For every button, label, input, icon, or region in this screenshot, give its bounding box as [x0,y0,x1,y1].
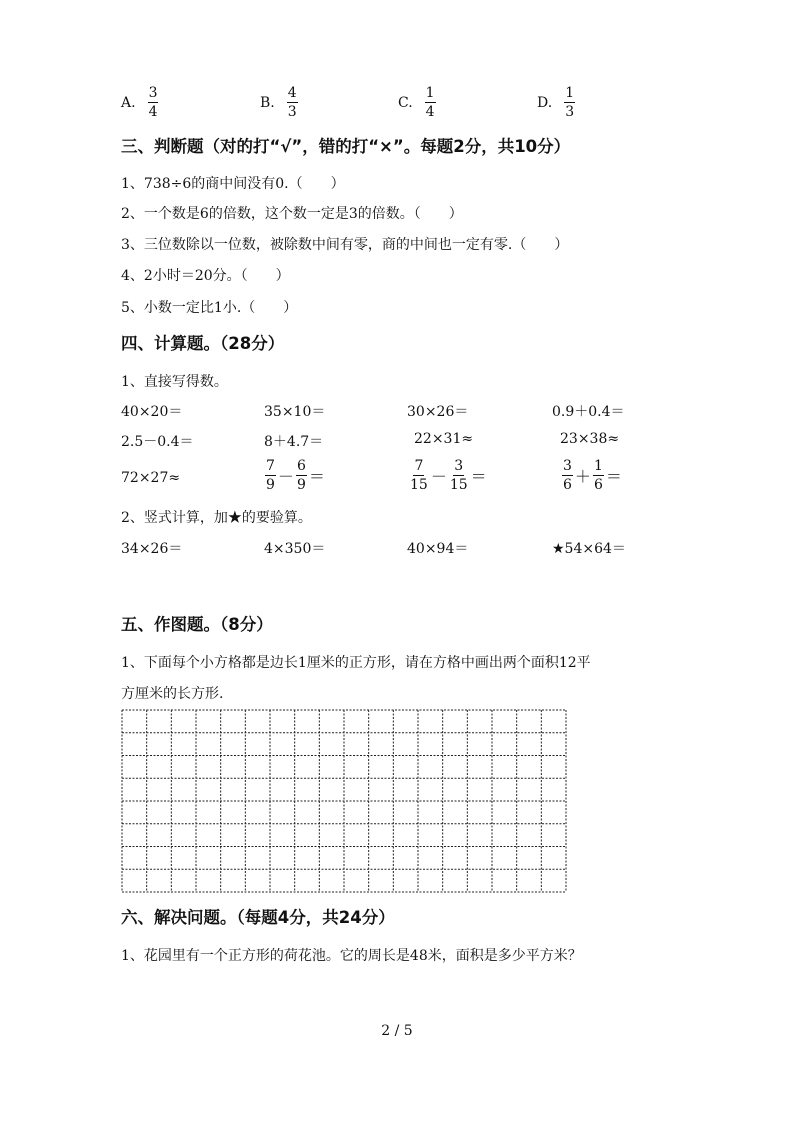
equals: ＝ [308,467,325,486]
numerator: 1 [593,458,603,474]
denominator: 9 [266,477,275,493]
choice-d [537,86,575,119]
choice-label: D. [537,94,553,111]
section-5-title: 五、作图题。（8分） [121,615,273,634]
judge-item-5: 5、小数一定比1小.（ ） [121,300,298,316]
denominator: 3 [565,104,575,120]
denominator: 15 [449,477,468,493]
choice-label: A. [121,94,136,111]
calc-item: 34×26＝ [121,541,183,557]
choice-fraction [148,86,159,119]
numerator: 3 [148,85,158,101]
calc-item: ★54×64＝ [552,541,626,557]
draw-question-line-1: 1、下面每个小方格都是边长1厘米的正方形，请在方格中画出两个面积12平 [121,655,591,671]
calc-item: 72×27≈ [121,470,181,486]
denominator: 3 [287,104,297,120]
judge-item-4: 4、2小时＝20分。（ ） [121,268,290,284]
fraction-expression-1 [265,459,327,492]
choice-a [121,86,158,119]
section-4-title: 四、计算题。（28分） [121,334,285,353]
numerator: 3 [563,458,572,474]
numerator: 1 [565,85,575,101]
numerator: 7 [266,458,275,474]
equals: ＝ [470,467,487,486]
section-3-title: 三、判断题（对的打“√”，错的打“×”。每题2分，共10分） [121,137,571,156]
calc-item: 2.5－0.4＝ [121,434,194,450]
choice-fraction [287,86,298,119]
solve-question-1: 1、花园里有一个正方形的荷花池。它的周长是48米，面积是多少平方米？ [121,948,582,964]
choice-b [260,86,298,119]
judge-item-1: 1、738÷6的商中间没有0.（ ） [121,176,345,192]
operator: － [430,467,447,486]
page-number: 2 / 5 [381,1023,413,1039]
calc-item: 40×20＝ [121,404,183,420]
draw-question-line-2: 方厘米的长方形. [121,686,224,702]
choice-fraction [564,86,575,119]
drawing-grid[interactable] [121,709,567,893]
calc-item: 23×38≈ [560,431,620,447]
fraction-expression-3 [562,459,624,492]
denominator: 6 [593,477,603,493]
denominator: 6 [563,477,572,493]
choice-c [398,86,436,119]
fraction-expression-2 [409,459,489,492]
calc-item: 8＋4.7＝ [264,434,324,450]
calc-item: 22×31≈ [414,431,474,447]
calc-question-1: 1、直接写得数。 [121,374,228,390]
denominator: 15 [410,477,428,493]
choice-label: B. [260,94,275,111]
calc-question-2: 2、竖式计算，加★的要验算。 [121,510,312,526]
calc-item: 30×26＝ [407,404,469,420]
judge-item-3: 3、三位数除以一位数，被除数中间有零，商的中间也一定有零.（ ） [121,237,569,253]
operator: ＋ [574,467,591,486]
operator: － [277,467,294,486]
denominator: 4 [425,104,435,120]
equals: ＝ [605,467,622,486]
numerator: 1 [425,85,435,101]
calc-item: 0.9＋0.4＝ [552,404,625,420]
numerator: 3 [454,458,464,474]
choice-label: C. [398,94,413,111]
section-6-title: 六、解决问题。（每题4分，共24分） [121,908,395,927]
denominator: 9 [296,477,306,493]
judge-item-2: 2、一个数是6的倍数，这个数一定是3的倍数。（ ） [121,206,463,222]
calc-item: 4×350＝ [264,541,326,557]
calc-item: 35×10＝ [264,404,326,420]
choice-fraction [425,86,436,119]
calc-item: 40×94＝ [407,541,469,557]
numerator: 7 [414,458,424,474]
denominator: 4 [148,104,158,120]
numerator: 4 [287,85,297,101]
numerator: 6 [296,458,306,474]
